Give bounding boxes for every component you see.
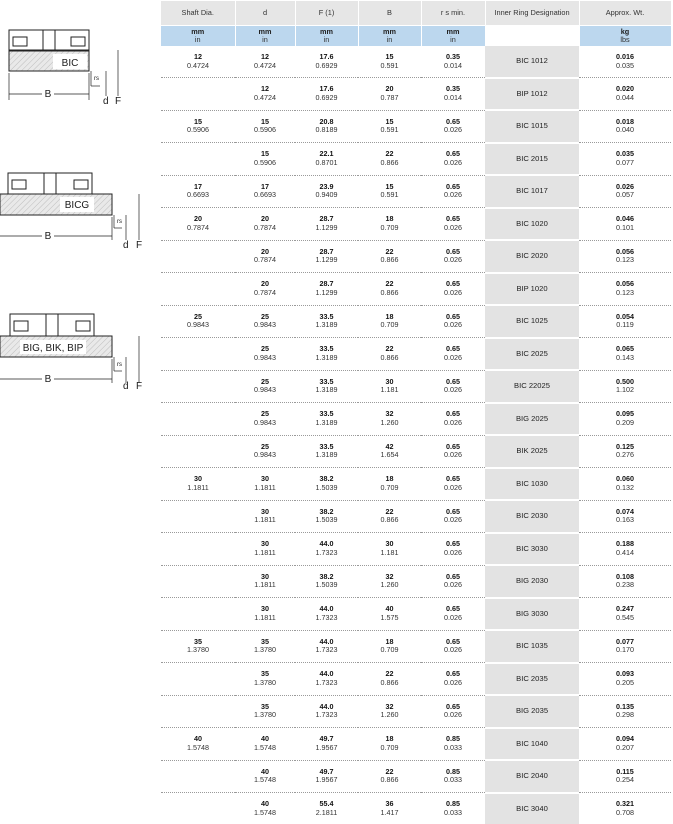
cell-b: 18 0.709 <box>358 630 421 663</box>
cell-d: 40 1.5748 <box>235 793 295 824</box>
cell-shaft <box>161 338 235 371</box>
cell-d: 20 0.7874 <box>235 208 295 241</box>
cell-b: 32 1.260 <box>358 695 421 728</box>
cell-shaft: 17 0.6693 <box>161 175 235 208</box>
cell-f: 17.6 0.6929 <box>295 78 358 111</box>
cell-d: 12 0.4724 <box>235 78 295 111</box>
cell-desig: BIG 2035 <box>485 695 579 728</box>
cell-b: 18 0.709 <box>358 728 421 761</box>
cell-desig: BIK 2025 <box>485 435 579 468</box>
cell-f: 38.2 1.5039 <box>295 500 358 533</box>
cell-r: 0.65 0.026 <box>421 630 485 663</box>
cell-desig: BIC 1030 <box>485 468 579 501</box>
bic-diagram <box>0 24 160 109</box>
cell-r: 0.65 0.026 <box>421 305 485 338</box>
cell-r: 0.85 0.033 <box>421 760 485 793</box>
cell-shaft <box>161 760 235 793</box>
table-row <box>161 143 671 176</box>
cell-shaft <box>161 273 235 306</box>
cell-d: 35 1.3780 <box>235 663 295 696</box>
cell-desig: BIC 1025 <box>485 305 579 338</box>
bearing-inner-ring-table <box>161 1 672 824</box>
cell-b: 30 1.181 <box>358 370 421 403</box>
unit-designation <box>485 26 579 47</box>
table-row <box>161 78 671 111</box>
cell-r: 0.65 0.026 <box>421 175 485 208</box>
cell-f: 44.0 1.7323 <box>295 598 358 631</box>
cell-d: 25 0.9843 <box>235 403 295 436</box>
cell-d: 20 0.7874 <box>235 240 295 273</box>
table-row <box>161 500 671 533</box>
cell-f: 44.0 1.7323 <box>295 695 358 728</box>
dim-f: F <box>115 96 121 107</box>
cell-wt: 0.020 0.044 <box>579 78 671 111</box>
cell-shaft: 20 0.7874 <box>161 208 235 241</box>
cell-shaft <box>161 598 235 631</box>
cell-shaft: 40 1.5748 <box>161 728 235 761</box>
table-row <box>161 435 671 468</box>
cell-d: 35 1.3780 <box>235 630 295 663</box>
table-row <box>161 46 671 78</box>
cell-f: 49.7 1.9567 <box>295 760 358 793</box>
table-row <box>161 370 671 403</box>
cell-b: 22 0.866 <box>358 240 421 273</box>
cell-wt: 0.056 0.123 <box>579 240 671 273</box>
cell-desig: BIC 2025 <box>485 338 579 371</box>
table-row <box>161 663 671 696</box>
header-approx-weight: Approx. Wt. <box>579 1 671 26</box>
header-b: B <box>358 1 421 26</box>
cell-shaft <box>161 403 235 436</box>
cell-wt: 0.060 0.132 <box>579 468 671 501</box>
table-row <box>161 468 671 501</box>
cell-d: 25 0.9843 <box>235 338 295 371</box>
cell-f: 22.1 0.8701 <box>295 143 358 176</box>
cell-shaft <box>161 500 235 533</box>
cell-r: 0.65 0.026 <box>421 370 485 403</box>
cell-f: 33.5 1.3189 <box>295 435 358 468</box>
cell-wt: 0.016 0.035 <box>579 46 671 78</box>
table-row <box>161 403 671 436</box>
cell-wt: 0.018 0.040 <box>579 110 671 143</box>
table-row <box>161 695 671 728</box>
cell-b: 22 0.866 <box>358 143 421 176</box>
header-d: d <box>235 1 295 26</box>
cell-r: 0.35 0.014 <box>421 78 485 111</box>
cell-r: 0.65 0.026 <box>421 565 485 598</box>
cell-d: 30 1.1811 <box>235 500 295 533</box>
cell-desig: BIP 1020 <box>485 273 579 306</box>
cell-b: 22 0.866 <box>358 273 421 306</box>
cell-desig: BIG 3030 <box>485 598 579 631</box>
cell-f: 38.2 1.5039 <box>295 468 358 501</box>
cell-shaft: 30 1.1811 <box>161 468 235 501</box>
cell-b: 22 0.866 <box>358 338 421 371</box>
diagram-label: BIG, BIK, BIP <box>23 343 84 354</box>
cell-f: 49.7 1.9567 <box>295 728 358 761</box>
cell-f: 28.7 1.1299 <box>295 208 358 241</box>
table-row <box>161 175 671 208</box>
cell-desig: BIC 1040 <box>485 728 579 761</box>
cell-d: 20 0.7874 <box>235 273 295 306</box>
cell-d: 40 1.5748 <box>235 760 295 793</box>
cell-desig: BIC 2015 <box>485 143 579 176</box>
cell-b: 22 0.866 <box>358 500 421 533</box>
diagram-label: BIC <box>62 58 79 69</box>
cell-f: 38.2 1.5039 <box>295 565 358 598</box>
cell-r: 0.65 0.026 <box>421 533 485 566</box>
cell-shaft <box>161 370 235 403</box>
diagram-label: BICG <box>65 200 90 211</box>
cell-shaft <box>161 240 235 273</box>
table-row <box>161 533 671 566</box>
table-row <box>161 793 671 824</box>
cell-wt: 0.135 0.298 <box>579 695 671 728</box>
cell-b: 32 1.260 <box>358 565 421 598</box>
cell-f: 28.7 1.1299 <box>295 240 358 273</box>
dim-f: F <box>136 240 142 251</box>
cell-b: 15 0.591 <box>358 175 421 208</box>
cell-desig: BIC 2030 <box>485 500 579 533</box>
cell-wt: 0.056 0.123 <box>579 273 671 306</box>
bicg-diagram <box>0 168 160 253</box>
header-shaft-dia: Shaft Dia. <box>161 1 235 26</box>
cell-b: 15 0.591 <box>358 46 421 78</box>
cell-wt: 0.093 0.205 <box>579 663 671 696</box>
cell-f: 33.5 1.3189 <box>295 305 358 338</box>
cell-f: 55.4 2.1811 <box>295 793 358 824</box>
cell-b: 18 0.709 <box>358 468 421 501</box>
cell-wt: 0.046 0.101 <box>579 208 671 241</box>
cell-b: 42 1.654 <box>358 435 421 468</box>
cell-f: 33.5 1.3189 <box>295 403 358 436</box>
cell-d: 30 1.1811 <box>235 533 295 566</box>
cell-wt: 0.054 0.119 <box>579 305 671 338</box>
cell-wt: 0.065 0.143 <box>579 338 671 371</box>
cell-r: 0.65 0.026 <box>421 273 485 306</box>
cell-desig: BIC 22025 <box>485 370 579 403</box>
header-rs-min: r s min. <box>421 1 485 26</box>
cell-desig: BIC 3030 <box>485 533 579 566</box>
cell-wt: 0.074 0.163 <box>579 500 671 533</box>
cell-f: 20.8 0.8189 <box>295 110 358 143</box>
cell-d: 25 0.9843 <box>235 435 295 468</box>
cell-desig: BIC 1017 <box>485 175 579 208</box>
table-row <box>161 338 671 371</box>
cell-f: 44.0 1.7323 <box>295 533 358 566</box>
cell-d: 30 1.1811 <box>235 598 295 631</box>
cell-d: 30 1.1811 <box>235 468 295 501</box>
cell-f: 23.9 0.9409 <box>295 175 358 208</box>
cell-d: 15 0.5906 <box>235 143 295 176</box>
cell-b: 22 0.866 <box>358 663 421 696</box>
cell-r: 0.65 0.026 <box>421 338 485 371</box>
cell-wt: 0.500 1.102 <box>579 370 671 403</box>
dim-b: B <box>45 374 52 385</box>
dim-b: B <box>45 89 52 100</box>
cell-f: 44.0 1.7323 <box>295 630 358 663</box>
cell-wt: 0.026 0.057 <box>579 175 671 208</box>
cell-f: 33.5 1.3189 <box>295 370 358 403</box>
header-designation: Inner Ring Designation <box>485 1 579 26</box>
dim-d: d <box>123 240 129 251</box>
unit-d: mm in <box>235 26 295 47</box>
cell-b: 36 1.417 <box>358 793 421 824</box>
dim-d: d <box>103 96 109 107</box>
cell-desig: BIC 3040 <box>485 793 579 824</box>
cell-d: 12 0.4724 <box>235 46 295 78</box>
cell-d: 40 1.5748 <box>235 728 295 761</box>
cell-r: 0.85 0.033 <box>421 793 485 824</box>
cell-b: 22 0.866 <box>358 760 421 793</box>
cell-wt: 0.035 0.077 <box>579 143 671 176</box>
cell-f: 44.0 1.7323 <box>295 663 358 696</box>
cell-shaft <box>161 695 235 728</box>
header-f: F (1) <box>295 1 358 26</box>
cell-b: 18 0.709 <box>358 305 421 338</box>
unit-r: mm in <box>421 26 485 47</box>
unit-shaft: mm in <box>161 26 235 47</box>
cell-wt: 0.094 0.207 <box>579 728 671 761</box>
cell-desig: BIP 1012 <box>485 78 579 111</box>
cell-shaft <box>161 533 235 566</box>
cell-desig: BIC 1012 <box>485 46 579 78</box>
cell-wt: 0.188 0.414 <box>579 533 671 566</box>
dim-rs: rs <box>94 76 99 82</box>
cell-r: 0.65 0.026 <box>421 500 485 533</box>
unit-weight: kg lbs <box>579 26 671 47</box>
cell-b: 18 0.709 <box>358 208 421 241</box>
table-row <box>161 305 671 338</box>
cell-shaft <box>161 663 235 696</box>
cell-shaft: 15 0.5906 <box>161 110 235 143</box>
cell-r: 0.65 0.026 <box>421 403 485 436</box>
cell-r: 0.85 0.033 <box>421 728 485 761</box>
cell-wt: 0.108 0.238 <box>579 565 671 598</box>
dim-rs: rs <box>117 362 122 368</box>
cell-f: 28.7 1.1299 <box>295 273 358 306</box>
cell-desig: BIC 1035 <box>485 630 579 663</box>
big-bik-bip-diagram <box>0 309 160 394</box>
cell-wt: 0.115 0.254 <box>579 760 671 793</box>
table-row <box>161 565 671 598</box>
cell-r: 0.65 0.026 <box>421 208 485 241</box>
cell-r: 0.65 0.026 <box>421 663 485 696</box>
cell-desig: BIC 2020 <box>485 240 579 273</box>
cell-r: 0.65 0.026 <box>421 110 485 143</box>
cell-shaft <box>161 565 235 598</box>
cell-f: 33.5 1.3189 <box>295 338 358 371</box>
cell-shaft: 25 0.9843 <box>161 305 235 338</box>
cell-d: 15 0.5906 <box>235 110 295 143</box>
cell-d: 17 0.6693 <box>235 175 295 208</box>
cell-d: 35 1.3780 <box>235 695 295 728</box>
cell-b: 20 0.787 <box>358 78 421 111</box>
table-row <box>161 760 671 793</box>
dim-b: B <box>45 231 52 242</box>
table-row <box>161 208 671 241</box>
cell-desig: BIC 2035 <box>485 663 579 696</box>
cell-b: 15 0.591 <box>358 110 421 143</box>
table-row <box>161 273 671 306</box>
cell-shaft <box>161 793 235 824</box>
cell-b: 30 1.181 <box>358 533 421 566</box>
cell-desig: BIC 1020 <box>485 208 579 241</box>
cell-r: 0.65 0.026 <box>421 435 485 468</box>
cell-d: 25 0.9843 <box>235 305 295 338</box>
cell-desig: BIG 2025 <box>485 403 579 436</box>
dim-d: d <box>123 381 129 392</box>
cell-d: 25 0.9843 <box>235 370 295 403</box>
cell-b: 40 1.575 <box>358 598 421 631</box>
cell-desig: BIC 2040 <box>485 760 579 793</box>
cell-d: 30 1.1811 <box>235 565 295 598</box>
cell-wt: 0.321 0.708 <box>579 793 671 824</box>
cell-shaft <box>161 143 235 176</box>
cell-wt: 0.095 0.209 <box>579 403 671 436</box>
table-row <box>161 598 671 631</box>
cell-b: 32 1.260 <box>358 403 421 436</box>
cell-shaft <box>161 435 235 468</box>
unit-f: mm in <box>295 26 358 47</box>
cell-desig: BIC 1015 <box>485 110 579 143</box>
unit-b: mm in <box>358 26 421 47</box>
cell-desig: BIG 2030 <box>485 565 579 598</box>
cell-r: 0.65 0.026 <box>421 598 485 631</box>
cell-wt: 0.125 0.276 <box>579 435 671 468</box>
table-row <box>161 240 671 273</box>
cell-r: 0.65 0.026 <box>421 240 485 273</box>
table-row <box>161 630 671 663</box>
cell-r: 0.65 0.026 <box>421 468 485 501</box>
cell-shaft: 35 1.3780 <box>161 630 235 663</box>
cell-shaft: 12 0.4724 <box>161 46 235 78</box>
cell-shaft <box>161 78 235 111</box>
cell-r: 0.65 0.026 <box>421 695 485 728</box>
cell-wt: 0.077 0.170 <box>579 630 671 663</box>
dim-rs: rs <box>117 219 122 225</box>
table-row <box>161 110 671 143</box>
cell-r: 0.65 0.026 <box>421 143 485 176</box>
cell-f: 17.6 0.6929 <box>295 46 358 78</box>
dim-f: F <box>136 381 142 392</box>
cell-wt: 0.247 0.545 <box>579 598 671 631</box>
cell-r: 0.35 0.014 <box>421 46 485 78</box>
table-row <box>161 728 671 761</box>
